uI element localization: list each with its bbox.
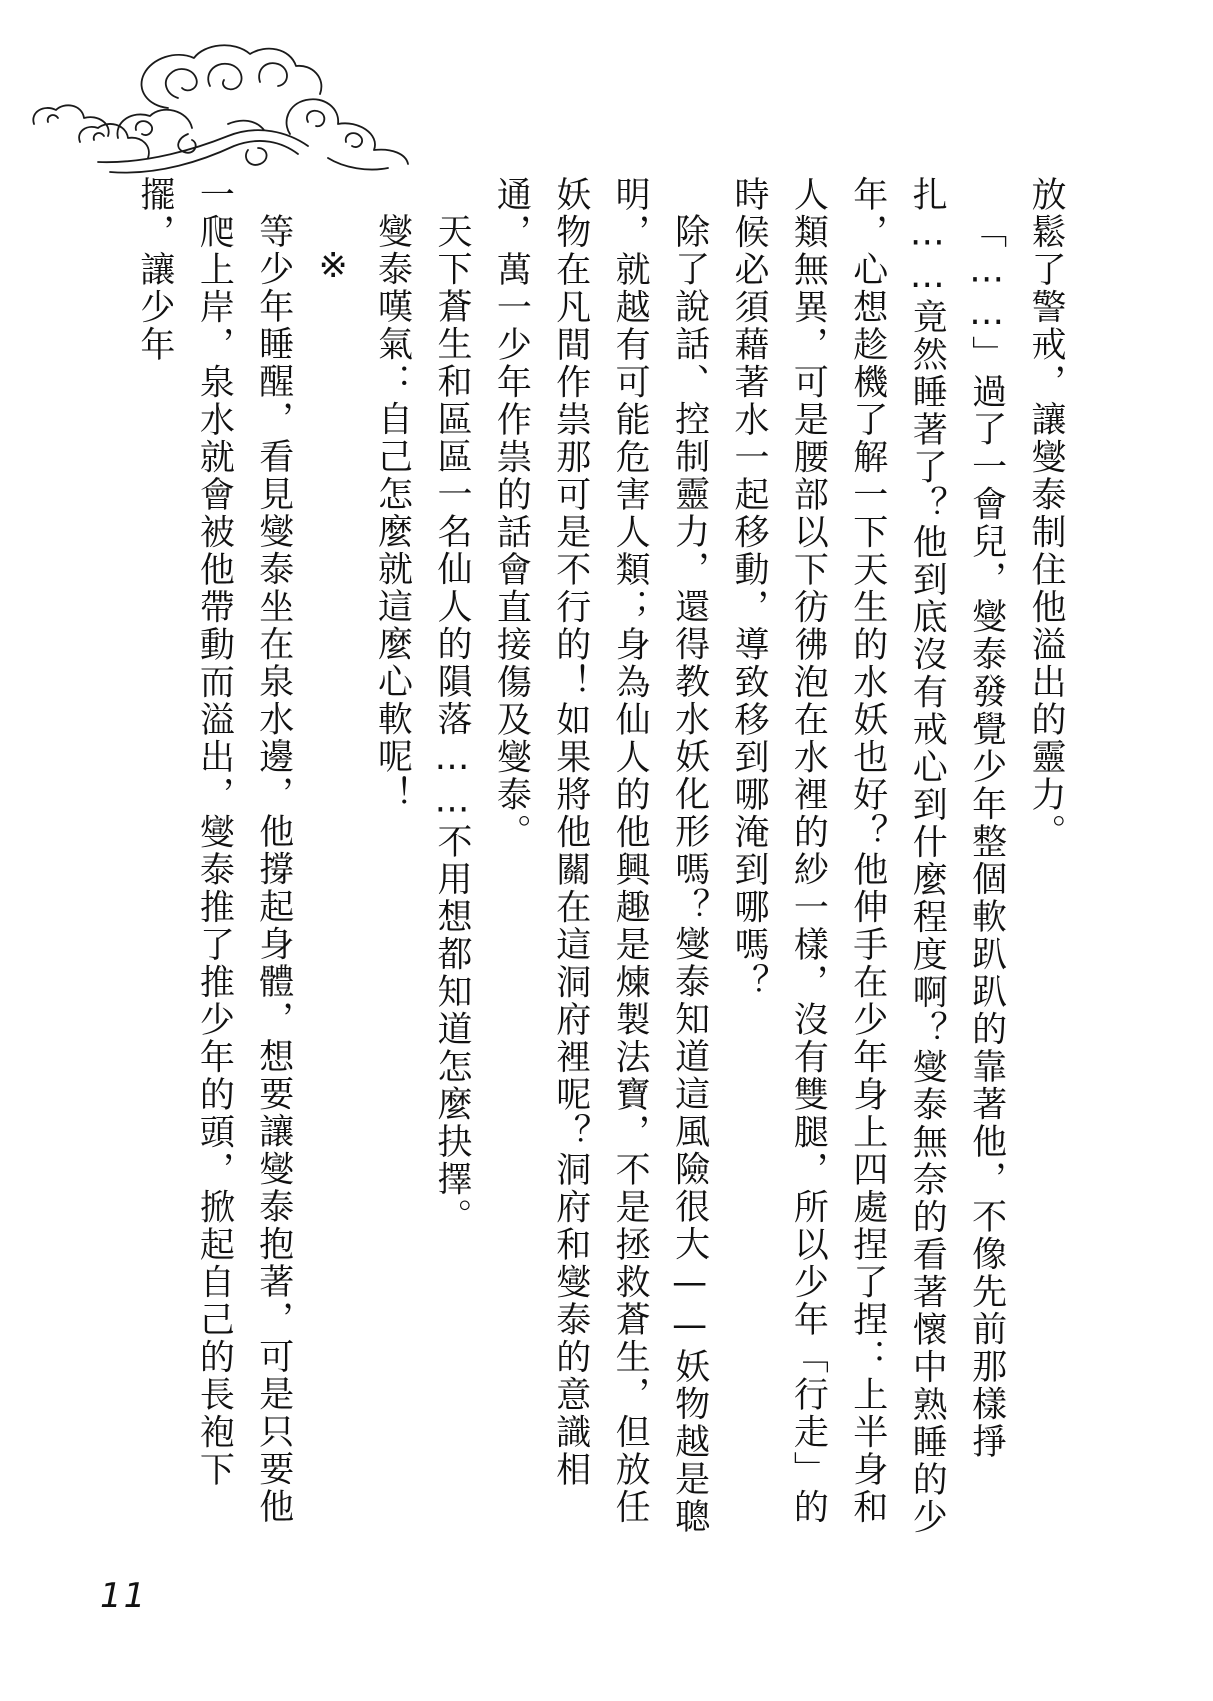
paragraph-continuation: 放鬆了警戒，讓燮泰制住他溢出的靈力。 [1026,176,1066,851]
paragraph: 「……」過了一會兒，燮泰發覺少年整個軟趴趴的靠著他，不像先前那樣掙扎……竟然睡著了？他到底沒有戒心到什麼程度啊？燮泰無奈的看著懷中熟睡的少年，心想趁機了解一下天生的水妖也好？他伸手在少年身上四處捏了捏：上半身和人類無異，可是腰部以下彷彿泡在水裡的紗一樣，沒有雙腿，所以少年「行走」的時候必須藉著水一起移動，導致移到哪淹到哪嗎？ [728,176,1007,1536]
paragraph: 燮泰嘆氣：自己怎麼就這麼心軟呢！ [372,213,413,814]
scene-break-mark: ※ [313,246,354,289]
vertical-text-body [125,176,1076,1556]
page-number: 11 [100,1576,148,1616]
paragraph: 等少年睡醒，看見燮泰坐在泉水邊，他撐起身體，想要讓燮泰抱著，可是只要他一爬上岸，泉水就會被他帶動而溢出，燮泰推了推少年的頭，掀起自己的長袍下擺，讓少年 [134,176,294,1526]
paragraph: 除了說話、控制靈力，還得教水妖化形嗎？燮泰知道這風險很大——妖物越是聰明，就越有可能危害人類；身為仙人的他興趣是煉製法寶，不是拯救蒼生，但放任妖物在凡間作祟那可是不行的！如果將他關在這洞府裡呢？洞府和燮泰的意識相通，萬一少年作祟的話會直接傷及燮泰。 [491,176,710,1536]
paragraph: 天下蒼生和區區一名仙人的隕落……不用想都知道怎麼抉擇。 [431,213,472,1236]
auspicious-cloud-icon [28,38,428,188]
